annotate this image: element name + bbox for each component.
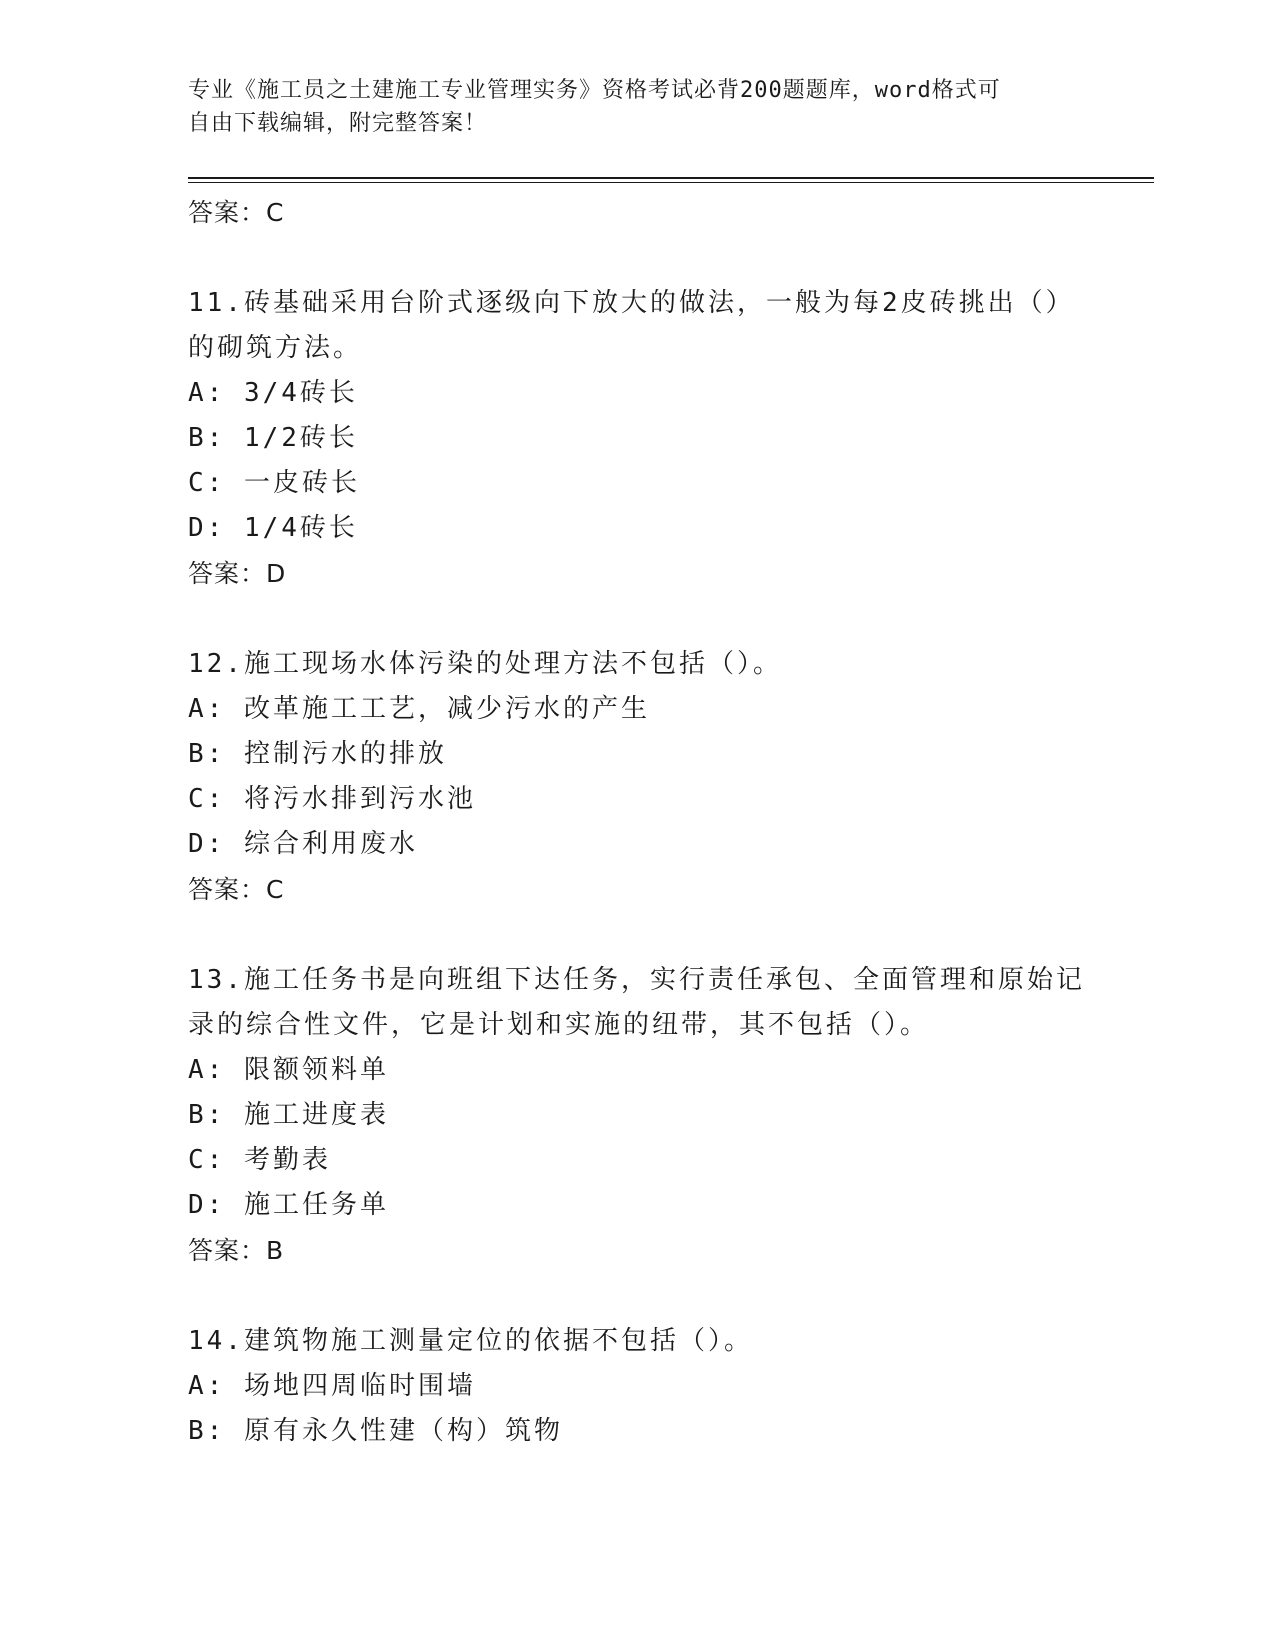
option-c: C: 一皮砖长 [188, 468, 360, 498]
option-b: B: 1/2砖长 [188, 423, 358, 453]
option-c: C: 考勤表 [188, 1145, 331, 1175]
option-a: A: 限额领料单 [188, 1055, 389, 1085]
spacer [188, 235, 1088, 281]
spacer [188, 596, 1088, 642]
spacer [188, 912, 1088, 958]
option-d: D: 施工任务单 [188, 1190, 389, 1220]
option-d: D: 综合利用废水 [188, 829, 418, 859]
question-text: 11.砖基础采用台阶式逐级向下放大的做法，一般为每2皮砖挑出（） [188, 288, 1075, 318]
question-11 [188, 281, 1088, 596]
spacer [188, 1273, 1088, 1319]
header-line-2: 自由下载编辑，附完整答案！ [188, 111, 488, 136]
answer: 答案：B [188, 1236, 285, 1265]
option-a: A: 改革施工工艺，减少污水的产生 [188, 694, 650, 724]
option-b: B: 施工进度表 [188, 1100, 389, 1130]
header-line-1: 专业《施工员之土建施工专业管理实务》资格考试必背200题题库，word格式可 [188, 78, 1001, 103]
question-text-continued: 录的综合性文件，它是计划和实施的纽带，其不包括（）。 [188, 1010, 930, 1040]
header-divider-thick [188, 177, 1154, 179]
previous-answer: 答案：C [188, 198, 285, 227]
option-d: D: 1/4砖长 [188, 513, 358, 543]
question-14 [188, 1319, 1088, 1454]
option-b: B: 控制污水的排放 [188, 739, 447, 769]
question-text: 14.建筑物施工测量定位的依据不包括（）。 [188, 1326, 753, 1356]
option-a: A: 3/4砖长 [188, 378, 358, 408]
answer: 答案：C [188, 875, 285, 904]
question-text-continued: 的砌筑方法。 [188, 333, 363, 363]
answer: 答案：D [188, 559, 287, 588]
question-text: 12.施工现场水体污染的处理方法不包括（）。 [188, 649, 782, 679]
question-list [188, 190, 1088, 1454]
document-header [188, 74, 1068, 140]
option-c: C: 将污水排到污水池 [188, 784, 476, 814]
question-13 [188, 958, 1088, 1273]
option-b: B: 原有永久性建（构）筑物 [188, 1416, 563, 1446]
header-divider-thin [188, 182, 1154, 183]
question-12 [188, 642, 1088, 912]
option-a: A: 场地四周临时围墙 [188, 1371, 476, 1401]
question-text: 13.施工任务书是向班组下达任务，实行责任承包、全面管理和原始记 [188, 965, 1085, 995]
